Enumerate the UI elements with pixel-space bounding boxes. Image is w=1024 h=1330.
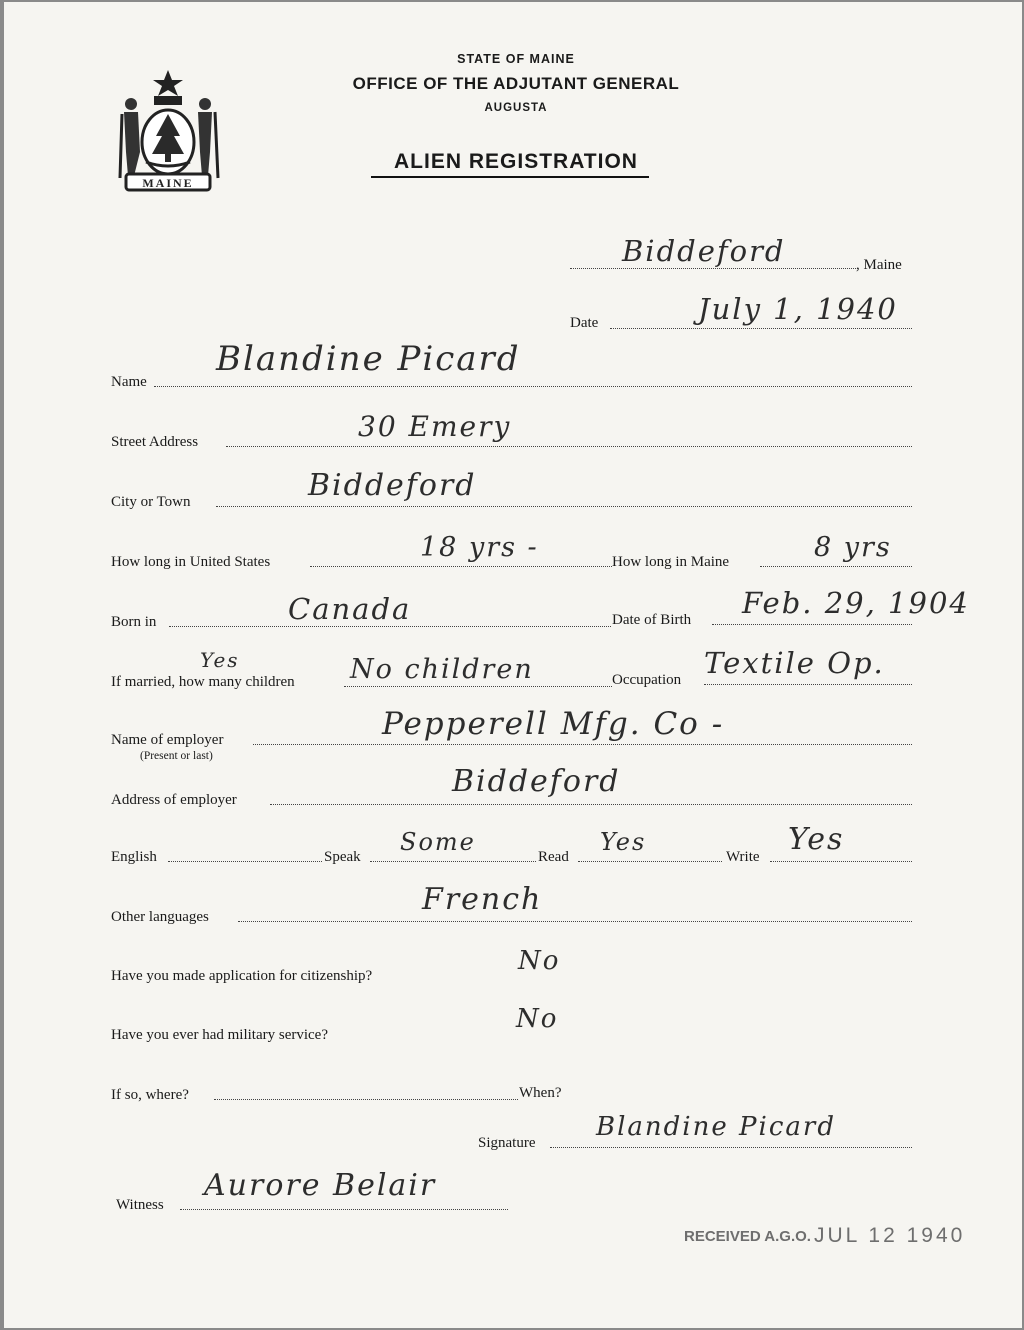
name-value: Blandine Picard	[216, 339, 521, 379]
city-value: Biddeford	[308, 468, 477, 503]
state-heading: STATE OF MAINE	[457, 52, 575, 66]
read-label: Read	[538, 849, 569, 865]
street-label: Street Address	[111, 434, 199, 450]
signature-value: Blandine Picard	[596, 1112, 836, 1142]
occupation-label: Occupation	[612, 672, 682, 688]
dob-label: Date of Birth	[612, 612, 692, 628]
us-duration-label: How long in United States	[111, 554, 271, 570]
maine-duration-value: 8 yrs	[814, 532, 892, 563]
employer-sublabel: (Present or last)	[140, 750, 213, 762]
birthplace-label: Born in	[111, 614, 157, 630]
employer-address-label: Address of employer	[111, 792, 237, 808]
city-heading: AUGUSTA	[484, 102, 548, 114]
street-value: 30 Emery	[358, 410, 512, 443]
citizenship-label: Have you made application for citizenship?	[111, 968, 373, 984]
maine-suffix: , Maine	[856, 257, 902, 273]
name-label: Name	[111, 374, 147, 390]
children-value: No children	[350, 654, 534, 685]
title-underline	[371, 176, 649, 178]
dob-value: Feb. 29, 1904	[742, 586, 970, 620]
witness-value: Aurore Belair	[204, 1168, 437, 1203]
occupation-value: Textile Op.	[704, 646, 885, 680]
read-value: Yes	[600, 828, 647, 856]
military-label: Have you ever had military service?	[111, 1027, 328, 1043]
registration-form	[4, 2, 1022, 1328]
date-value: July 1, 1940	[698, 292, 898, 326]
other-languages-label: Other languages	[111, 909, 209, 925]
married-note: Yes	[200, 648, 240, 672]
received-stamp-date: JUL 12 1940	[814, 1224, 966, 1247]
witness-label: Witness	[116, 1197, 164, 1213]
employer-label: Name of employer	[111, 732, 224, 748]
english-label: English	[111, 849, 157, 865]
other-languages-value: French	[422, 882, 543, 917]
form-title: ALIEN REGISTRATION	[394, 150, 638, 173]
write-value: Yes	[788, 822, 845, 857]
speak-value: Some	[400, 828, 476, 856]
place-value: Biddeford	[622, 234, 786, 268]
date-label: Date	[570, 315, 599, 331]
military-value: No	[516, 1004, 559, 1034]
children-label: If married, how many children	[111, 674, 295, 690]
us-duration-value: 18 yrs -	[420, 532, 539, 563]
maine-state-seal	[112, 66, 224, 194]
speak-label: Speak	[324, 849, 361, 865]
city-label: City or Town	[111, 494, 191, 510]
birthplace-value: Canada	[288, 592, 412, 626]
signature-label: Signature	[478, 1135, 536, 1151]
employer-value: Pepperell Mfg. Co -	[382, 706, 725, 742]
office-heading: OFFICE OF THE ADJUTANT GENERAL	[352, 74, 680, 93]
when-label: When?	[519, 1085, 562, 1101]
where-label: If so, where?	[111, 1087, 189, 1103]
maine-duration-label: How long in Maine	[612, 554, 730, 570]
received-stamp: RECEIVED A.G.O.	[684, 1228, 811, 1245]
write-label: Write	[726, 849, 760, 865]
seal-banner-text: MAINE	[142, 176, 194, 190]
employer-address-value: Biddeford	[452, 764, 621, 799]
citizenship-value: No	[518, 946, 561, 976]
